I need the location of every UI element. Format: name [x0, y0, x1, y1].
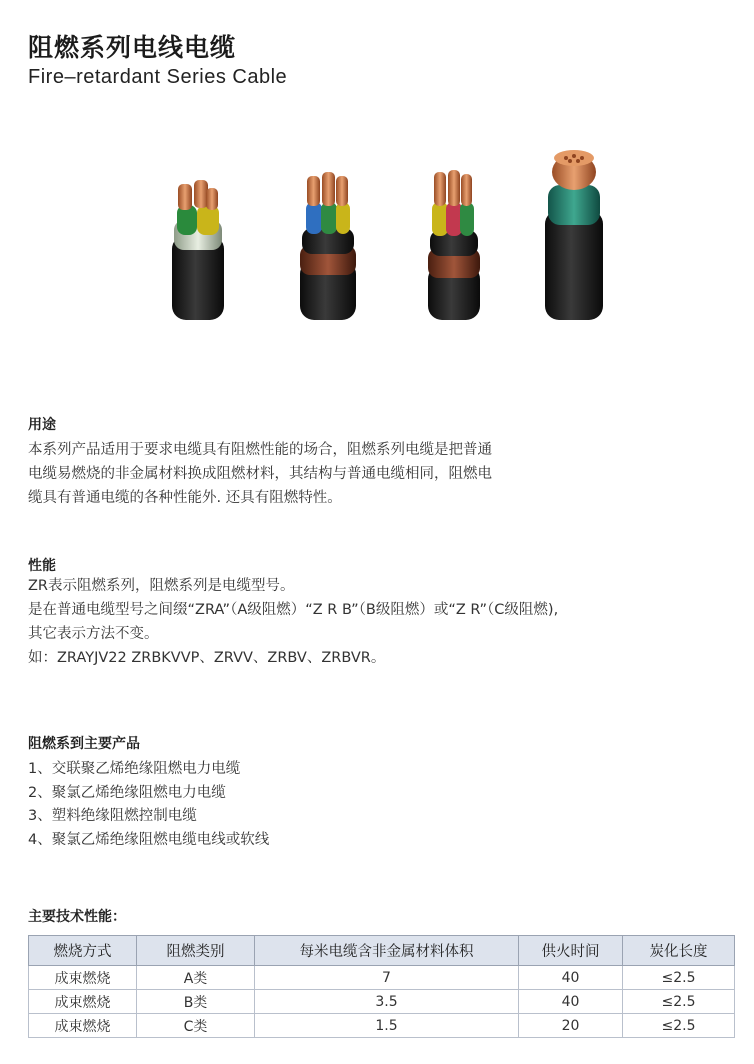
table-cell: ≤2.5	[623, 966, 735, 990]
specs-table	[28, 935, 735, 1038]
list-item: 4、聚氯乙烯绝缘阻燃电缆电线或软线	[28, 831, 270, 848]
page-title: 阻燃系列电线电缆	[28, 33, 237, 62]
table-cell: C类	[137, 1014, 255, 1038]
table-cell: 40	[519, 990, 623, 1014]
table-header-row	[29, 936, 735, 966]
column-header: 燃烧方式	[29, 936, 137, 966]
products-heading: 阻燃系到主要产品	[28, 736, 140, 752]
table-cell: A类	[137, 966, 255, 990]
table-cell: 成束燃烧	[29, 1014, 137, 1038]
table-cell: 成束燃烧	[29, 990, 137, 1014]
table-cell: 1.5	[255, 1014, 519, 1038]
performance-line: ZR表示阻燃系列，阻燃系列是电缆型号。	[28, 578, 295, 594]
cable-3-icon	[428, 170, 480, 320]
cable-product-image	[150, 140, 620, 340]
list-item: 3、塑料绝缘阻燃控制电缆	[28, 808, 197, 824]
performance-line: 其它表示方法不变。	[28, 626, 159, 642]
usage-heading: 用途	[28, 417, 56, 433]
table-cell: ≤2.5	[623, 990, 735, 1014]
column-header: 炭化长度	[623, 936, 735, 966]
performance-paragraph	[28, 574, 558, 670]
list-item: 1、交联聚乙烯绝缘阻燃电力电缆	[28, 761, 241, 777]
performance-line: 是在普通电缆型号之间缀“ZRA”（A级阻燃）“Z R B”（B级阻燃）或“Z R”（C级阻燃),	[28, 602, 559, 618]
table-cell: 3.5	[255, 990, 519, 1014]
table-cell: 20	[519, 1014, 623, 1038]
specs-heading: 主要技术性能：	[28, 909, 126, 925]
cable-1-icon	[172, 180, 224, 320]
usage-paragraph	[28, 438, 492, 510]
usage-line: 本系列产品适用于要求电缆具有阻燃性能的场合，阻燃系列电缆是把普通	[28, 442, 492, 458]
table-cell: B类	[137, 990, 255, 1014]
usage-line: 缆具有普通电缆的各种性能外. 还具有阻燃特性。	[28, 490, 342, 506]
cable-2-icon	[300, 172, 356, 320]
usage-line: 电缆易燃烧的非金属材料换成阻燃材料，其结构与普通电缆相同，阻燃电	[28, 466, 492, 482]
column-header: 每米电缆含非金属材料体积	[255, 936, 519, 966]
table-row	[29, 990, 735, 1014]
table-cell: ≤2.5	[623, 1014, 735, 1038]
products-list	[28, 758, 269, 852]
performance-line: 如：ZRAYJV22 ZRBKVVP、ZRVV、ZRBV、ZRBVR。	[28, 650, 386, 666]
column-header: 阻燃类别	[137, 936, 255, 966]
performance-heading: 性能	[28, 558, 56, 574]
cable-4-icon	[545, 150, 603, 320]
table-cell: 成束燃烧	[29, 966, 137, 990]
column-header: 供火时间	[519, 936, 623, 966]
page-subtitle: Fire–retardant Series Cable	[28, 66, 288, 88]
table-row	[29, 966, 735, 990]
list-item: 2、聚氯乙烯绝缘阻燃电力电缆	[28, 784, 226, 801]
table-row	[29, 1014, 735, 1038]
table-cell: 7	[255, 966, 519, 990]
table-cell: 40	[519, 966, 623, 990]
